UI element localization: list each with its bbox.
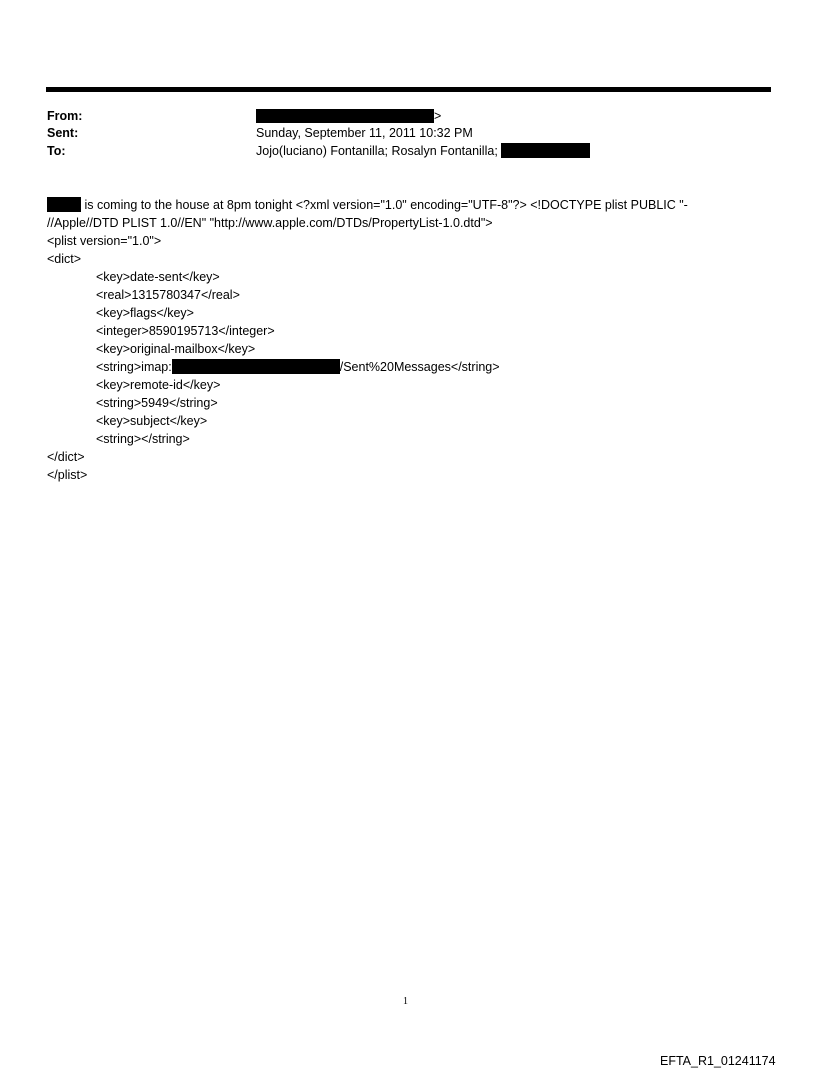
- header-divider: [46, 87, 771, 92]
- body-line: is coming to the house at 8pm tonight <?xml version="1.0" encoding="UTF-8"?> <!DOCTYPE plist PUBLIC "-: [47, 197, 688, 214]
- body-line: <string></string>: [96, 432, 190, 446]
- document-id: EFTA_R1_01241174: [660, 1054, 776, 1068]
- body-line: //Apple//DTD PLIST 1.0//EN" "http://www.apple.com/DTDs/PropertyList-1.0.dtd">: [47, 216, 493, 230]
- body-line: <string>5949</string>: [96, 396, 218, 410]
- from-suffix: >: [434, 109, 442, 123]
- sent-value: Sunday, September 11, 2011 10:32 PM: [256, 126, 473, 140]
- page-number: 1: [403, 996, 408, 1007]
- to-value: [256, 143, 590, 160]
- body-line: <dict>: [47, 252, 82, 266]
- redaction-block: [501, 143, 590, 158]
- body-line: <integer>8590195713</integer>: [96, 324, 275, 338]
- body-line: <plist version="1.0">: [47, 234, 162, 248]
- body-line: <key>subject</key>: [96, 414, 208, 428]
- sent-label: Sent:: [47, 126, 79, 140]
- body-line: <key>original-mailbox</key>: [96, 342, 256, 356]
- body-line: </plist>: [47, 468, 88, 482]
- redaction-block: [256, 109, 434, 123]
- from-label: From:: [47, 109, 83, 123]
- body-line: <key>remote-id</key>: [96, 378, 221, 392]
- redaction-block: [47, 197, 81, 212]
- redaction-block: [172, 359, 340, 374]
- to-recipients: Jojo(luciano) Fontanilla; Rosalyn Fontanilla;: [256, 144, 498, 158]
- body-line: <key>flags</key>: [96, 306, 194, 320]
- from-value: [256, 108, 441, 125]
- body-line: <real>1315780347</real>: [96, 288, 240, 302]
- body-line: </dict>: [47, 450, 85, 464]
- body-line: <string>imap: /Sent%20Messages</string>: [96, 360, 500, 374]
- to-label: To:: [47, 144, 66, 158]
- body-line: <key>date-sent</key>: [96, 270, 220, 284]
